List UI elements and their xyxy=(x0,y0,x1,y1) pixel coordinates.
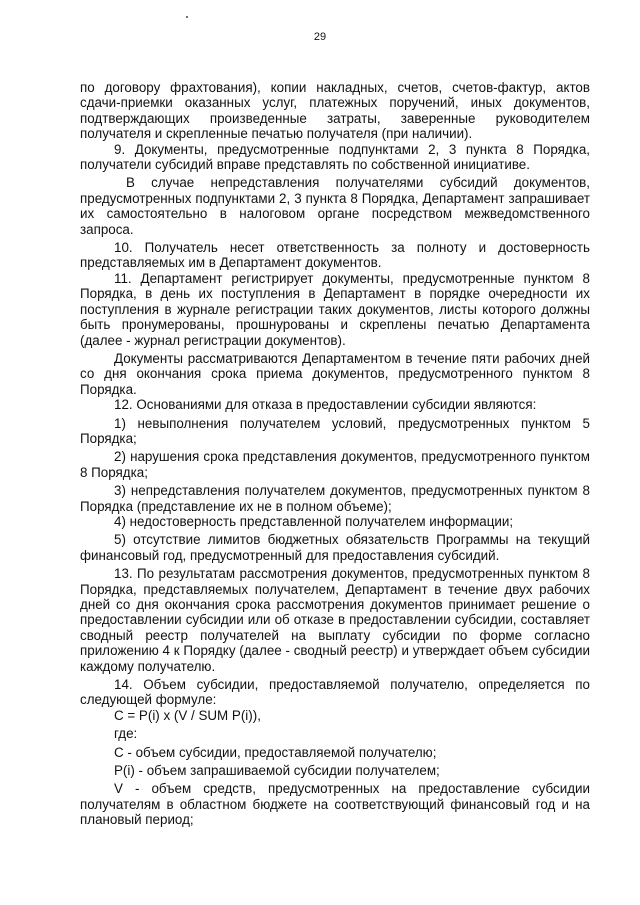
formula-def-v: V - объем средств, предусмотренных на предоставление субсидии получателям в областном бюджете на соответствующий финансовый год и на плановый период; xyxy=(80,781,590,828)
list-item-12-1: 1) невыполнения получателем условий, предусмотренных пунктом 5 Порядка; xyxy=(80,415,590,446)
paragraph-item-11: 11. Департамент регистрирует документы, предусмотренные пунктом 8 Порядка, в день их поступления в Департамент в порядке очередности их поступления в журнале регистрации таких документов, листы которого должны быть пронумерованы, прошнурованы и скреплены печатью Департамента (далее - журнал регистрации документов). xyxy=(80,270,590,348)
formula-def-c: C - объем субсидии, предоставляемой получателю; xyxy=(114,744,437,760)
paragraph-item-9-nonsubmission: В случае непредставления получателями субсидий документов, предусмотренных подпунктами 2, 3 пункта 8 Порядка, Департамент запрашивает их самостоятельно в налоговом органе посредством межведомственного запроса. xyxy=(80,175,590,237)
list-item-12-2: 2) нарушения срока представления документов, предусмотренного пунктом 8 Порядка; xyxy=(80,449,590,480)
page-number: 29 xyxy=(313,31,327,43)
paragraph-item-12: 12. Основаниями для отказа в предоставлении субсидии являются: xyxy=(114,397,537,413)
scan-speck xyxy=(186,16,188,18)
list-item-12-4: 4) недостоверность представленной получателем информации; xyxy=(114,513,514,529)
list-item-12-5: 5) отсутствие лимитов бюджетных обязательств Программы на текущий финансовый год, предусмотренный для предоставления субсидий. xyxy=(80,532,590,563)
document-body xyxy=(80,80,590,828)
paragraph-item-13: 13. По результатам рассмотрения документов, предусмотренных пунктом 8 Порядка, представляемых получателем, Департамент в течение двух рабочих дней со дня окончания срока рассмотрения документов принимает решение о предоставлении субсидии или об отказе в предоставлении субсидии, составляет сводный реестр получателей на выплату субсидии по форме согласно приложению 4 к Порядку (далее - сводный реестр) и утверждает объем субсидии каждому получателю. xyxy=(80,566,590,674)
subsidy-formula: C = P(i) x (V / SUM P(i)), xyxy=(114,707,261,723)
paragraph-item-9: 9. Документы, предусмотренные подпунктами 2, 3 пункта 8 Порядка, получатели субсидий вправе представлять по собственной инициативе. xyxy=(80,141,590,173)
formula-def-p: P(i) - объем запрашиваемой субсидии получателем; xyxy=(114,763,440,779)
formula-where-label: где: xyxy=(114,726,138,742)
paragraph-item-11-review: Документы рассматриваются Департаментом в течение пяти рабочих дней со дня окончания срока приема документов, предусмотренного пунктом 8 Порядка. xyxy=(80,350,590,397)
paragraph-item-14: 14. Объем субсидии, предоставляемой получателю, определяется по следующей формуле: xyxy=(80,677,590,708)
paragraph-contract-documents: по договору фрахтования), копии накладных, счетов, счетов-фактур, актов сдачи-приемки оказанных услуг, платежных поручений, иных документов, подтверждающих произведенные затраты, заверенные руководителем получателя и скрепленные печатью получателя (при наличии). xyxy=(80,80,590,142)
paragraph-item-10: 10. Получатель несет ответственность за полноту и достоверность представляемых им в Департамент документов. xyxy=(80,240,590,271)
list-item-12-3: 3) непредставления получателем документов, предусмотренных пунктом 8 Порядка (представление их не в полном объеме); xyxy=(80,483,590,514)
